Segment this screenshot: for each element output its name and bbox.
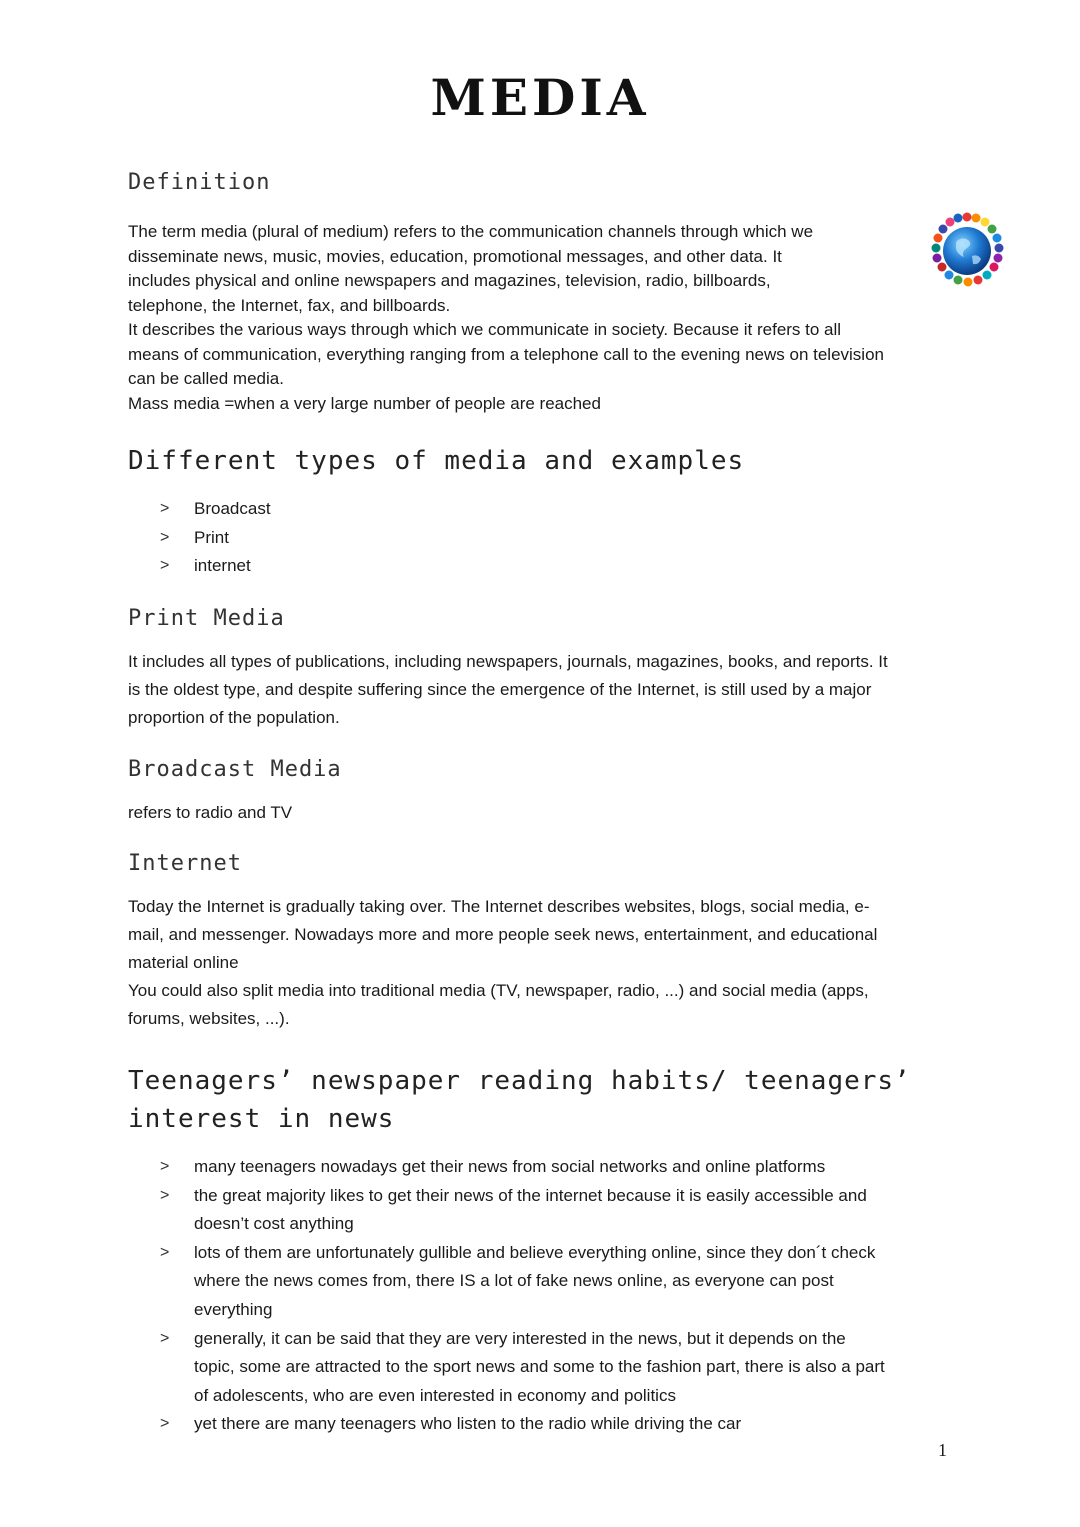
broadcast-media-paragraph [128,799,968,827]
heading-line: interest in news [128,1104,395,1134]
text-line: It describes the various ways through which we communicate in society. Because it refers to all [128,320,842,339]
heading-line: Teenagers’ newspaper reading habits/ teenagers’ [128,1066,911,1096]
text-line: Mass media =when a very large number of people are reached [128,393,601,413]
internet-heading: Internet [128,851,242,876]
social-media-globe-icon [924,208,1010,294]
definition-paragraph [128,220,888,318]
types-list [160,495,271,581]
text-line: Today the Internet is gradually taking over. The Internet describes websites, blogs, social media, e- [128,897,870,916]
print-media-paragraph [128,648,968,732]
text-line: The term media (plural of medium) refers to the communication channels through which we [128,222,814,241]
bullet-arrow-icon: > [160,500,170,517]
text-line: mail, and messenger. Nowadays more and more people seek news, entertainment, and educational [128,925,878,944]
types-heading: Different types of media and examples [128,446,745,476]
text-line: can be called media. [128,369,284,388]
page-title: MEDIA [430,68,650,127]
list-item: > lots of them are unfortunately gullible and believe everything online, since they don´t check where the news comes from, there IS a lot of fake news online, as everyone can post everything [160,1239,885,1325]
text-line: proportion of the population. [128,708,340,727]
broadcast-media-heading: Broadcast Media [128,757,342,782]
definition-paragraph-2 [128,318,988,416]
internet-paragraph [128,893,968,1033]
bullet-arrow-icon: > [160,1186,170,1204]
bullet-arrow-icon: > [160,528,170,546]
list-item: > internet [160,552,271,581]
list-item: > the great majority likes to get their news of the internet because it is easily accessible and doesn’t cost anything [160,1182,885,1239]
list-item: > Print [160,524,271,553]
print-media-heading: Print Media [128,606,285,631]
list-item: > generally, it can be said that they are very interested in the news, but it depends on the topic, some are attracted to the sport news and some to the fashion part, there is also a part of adolescents, who are even interested in economy and politics [160,1325,885,1411]
text-line: telephone, the Internet, fax, and billboards. [128,295,451,315]
text-line: It includes all types of publications, including newspapers, journals, magazines, books, and reports. It [128,652,888,671]
text-line: includes physical and online newspapers and magazines, television, radio, billboards, [128,271,771,290]
text-line: refers to radio and TV [128,803,293,822]
text-line: disseminate news, music, movies, education, promotional messages, and other data. It [128,246,782,266]
list-item: > Broadcast [160,495,271,524]
text-line: material online [128,953,239,972]
teenagers-heading [128,1062,911,1138]
bullet-arrow-icon: > [160,1158,170,1175]
list-item: > many teenagers nowadays get their news from social networks and online platforms [160,1153,885,1182]
text-line: You could also split media into traditional media (TV, newspaper, radio, ...) and social media (apps, [128,981,869,1000]
list-item: > yet there are many teenagers who listen to the radio while driving the car [160,1410,885,1439]
text-line: forums, websites, ...). [128,1009,290,1028]
bullet-arrow-icon: > [160,1329,170,1347]
definition-heading: Definition [128,170,271,195]
bullet-arrow-icon: > [160,557,170,575]
page-number: 1 [938,1440,947,1460]
bullet-arrow-icon: > [160,1415,170,1433]
bullet-arrow-icon: > [160,1243,170,1261]
text-line: means of communication, everything ranging from a telephone call to the evening news on television [128,344,884,364]
text-line: is the oldest type, and despite suffering since the emergence of the Internet, is still used by a major [128,680,872,699]
teenagers-list [160,1153,885,1439]
